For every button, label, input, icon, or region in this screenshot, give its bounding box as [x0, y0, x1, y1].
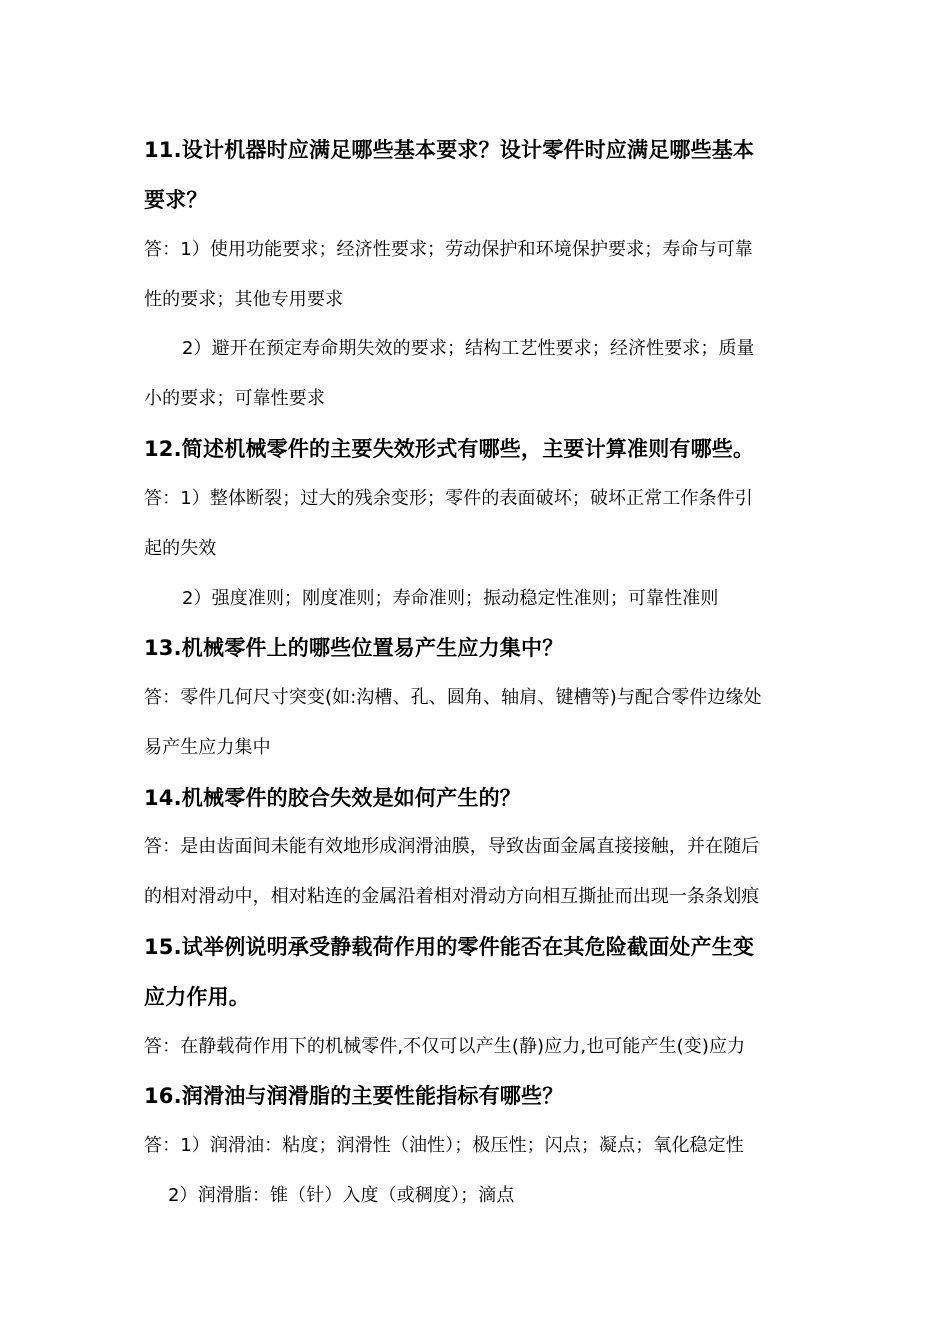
question-title-13: 13.机械零件上的哪些位置易产生应力集中？ — [144, 636, 564, 660]
answer-line: 答：1）润滑油：粘度；润滑性（油性）；极压性；闪点；凝点；氧化稳定性 — [144, 1135, 744, 1156]
answer-line: 2）润滑脂：锥（针）入度（或稠度）；滴点 — [168, 1185, 515, 1206]
answer-line: 答：1）使用功能要求；经济性要求；劳动保护和环境保护要求；寿命与可靠 — [144, 239, 753, 260]
answer-line: 答：1）整体断裂；过大的残余变形；零件的表面破坏；破坏正常工作条件引 — [144, 488, 753, 509]
answer-line: 2）强度准则；刚度准则；寿命准则；振动稳定性准则；可靠性准则 — [182, 588, 719, 609]
answer-line: 2）避开在预定寿命期失效的要求；结构工艺性要求；经济性要求；质量 — [182, 338, 755, 359]
answer-line: 答：是由齿面间未能有效地形成润滑油膜，导致齿面金属直接接触，并在随后 — [144, 836, 760, 857]
question-title-14: 14.机械零件的胶合失效是如何产生的？ — [144, 786, 521, 810]
question-title-16: 16.润滑油与润滑脂的主要性能指标有哪些？ — [144, 1084, 564, 1108]
question-title-15: 15.试举例说明承受静载荷作用的零件能否在其危险截面处产生变 — [144, 935, 755, 959]
answer-line: 性的要求；其他专用要求 — [144, 289, 344, 310]
answer-line: 答：零件几何尺寸突变(如:沟槽、孔、圆角、轴肩、键槽等)与配合零件边缘处 — [144, 687, 762, 708]
question-title-15-cont: 应力作用。 — [144, 985, 250, 1009]
answer-line: 答：在静载荷作用下的机械零件,不仅可以产生(静)应力,也可能产生(变)应力 — [144, 1036, 746, 1057]
answer-line: 的相对滑动中，相对粘连的金属沿着相对滑动方向相互撕扯而出现一条条划痕 — [144, 886, 760, 907]
answer-line: 小的要求；可靠性要求 — [144, 388, 325, 409]
question-title-12: 12.简述机械零件的主要失效形式有哪些，主要计算准则有哪些。 — [144, 437, 755, 461]
answer-line: 易产生应力集中 — [144, 737, 271, 758]
question-title-11: 11.设计机器时应满足哪些基本要求？设计零件时应满足哪些基本 — [144, 138, 755, 162]
question-title-11-cont: 要求？ — [144, 188, 208, 212]
answer-line: 起的失效 — [144, 538, 217, 559]
